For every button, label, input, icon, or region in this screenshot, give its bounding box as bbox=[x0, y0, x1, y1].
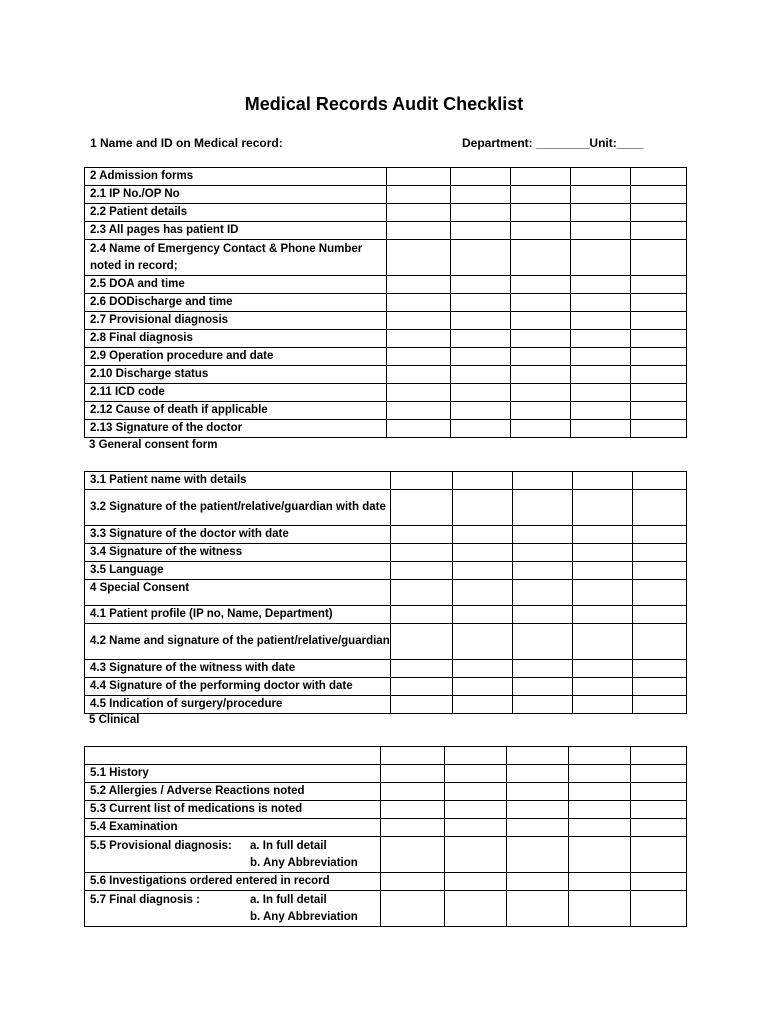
check-cell[interactable] bbox=[513, 490, 573, 526]
check-cell[interactable] bbox=[633, 562, 687, 580]
check-cell[interactable] bbox=[511, 186, 571, 204]
check-cell[interactable] bbox=[387, 384, 451, 402]
table-row bbox=[85, 544, 687, 562]
table-row bbox=[85, 222, 687, 240]
check-cell[interactable] bbox=[391, 472, 453, 490]
item-label: 5.6 Investigations ordered entered in record bbox=[85, 873, 381, 891]
check-cell[interactable] bbox=[381, 891, 445, 927]
item-label: 5.2 Allergies / Adverse Reactions noted bbox=[85, 783, 381, 801]
table-row bbox=[85, 168, 687, 186]
item-label: 3.4 Signature of the witness bbox=[85, 544, 391, 562]
table-row bbox=[85, 348, 687, 366]
check-cell[interactable] bbox=[445, 783, 507, 801]
table-row bbox=[85, 384, 687, 402]
table-row bbox=[85, 312, 687, 330]
check-cell[interactable] bbox=[571, 222, 631, 240]
check-cell[interactable] bbox=[571, 330, 631, 348]
blank-cell bbox=[85, 747, 381, 765]
check-cell[interactable] bbox=[453, 696, 513, 714]
check-cell[interactable] bbox=[631, 783, 687, 801]
check-cell[interactable] bbox=[631, 837, 687, 873]
check-cell[interactable] bbox=[511, 204, 571, 222]
check-cell[interactable] bbox=[571, 204, 631, 222]
item-label: 2.6 DODischarge and time bbox=[85, 294, 387, 312]
item-label: 5.5 Provisional diagnosis: bbox=[90, 839, 232, 852]
check-cell[interactable] bbox=[391, 490, 453, 526]
check-cell[interactable] bbox=[573, 490, 633, 526]
check-cell[interactable] bbox=[451, 240, 511, 276]
final-line-b bbox=[90, 909, 380, 926]
check-cell[interactable] bbox=[453, 544, 513, 562]
check-cell[interactable] bbox=[513, 606, 573, 624]
table-row bbox=[85, 873, 687, 891]
check-cell[interactable] bbox=[631, 873, 687, 891]
provisional-line-a bbox=[90, 838, 380, 855]
check-cell[interactable] bbox=[631, 801, 687, 819]
check-cell[interactable] bbox=[391, 544, 453, 562]
check-cell[interactable] bbox=[451, 420, 511, 438]
check-cell[interactable] bbox=[381, 747, 445, 765]
check-cell[interactable] bbox=[387, 402, 451, 420]
final-diagnosis-cell bbox=[85, 891, 381, 927]
check-cell[interactable] bbox=[451, 312, 511, 330]
item-label: 3.1 Patient name with details bbox=[85, 472, 391, 490]
check-cell[interactable] bbox=[573, 696, 633, 714]
table-row bbox=[85, 660, 687, 678]
check-cell[interactable] bbox=[513, 660, 573, 678]
check-cell[interactable] bbox=[633, 660, 687, 678]
check-cell[interactable] bbox=[453, 660, 513, 678]
check-cell[interactable] bbox=[387, 294, 451, 312]
check-cell[interactable] bbox=[633, 678, 687, 696]
table-row bbox=[85, 891, 687, 927]
check-cell[interactable] bbox=[571, 312, 631, 330]
check-cell[interactable] bbox=[387, 312, 451, 330]
check-cell[interactable] bbox=[507, 873, 569, 891]
check-cell[interactable] bbox=[445, 819, 507, 837]
table-row bbox=[85, 765, 687, 783]
check-cell[interactable] bbox=[387, 420, 451, 438]
check-cell[interactable] bbox=[387, 366, 451, 384]
check-cell[interactable] bbox=[451, 222, 511, 240]
check-cell[interactable] bbox=[511, 276, 571, 294]
check-cell[interactable] bbox=[453, 472, 513, 490]
check-cell[interactable] bbox=[387, 276, 451, 294]
item-label: 4.4 Signature of the performing doctor with date bbox=[85, 678, 391, 696]
check-cell[interactable] bbox=[391, 660, 453, 678]
table-row bbox=[85, 526, 687, 544]
clinical-table bbox=[84, 746, 687, 927]
table-row bbox=[85, 783, 687, 801]
check-cell[interactable] bbox=[511, 348, 571, 366]
check-cell[interactable] bbox=[633, 696, 687, 714]
check-cell[interactable] bbox=[453, 526, 513, 544]
table-row bbox=[85, 204, 687, 222]
check-cell[interactable] bbox=[513, 678, 573, 696]
table-row bbox=[85, 490, 687, 526]
check-cell[interactable] bbox=[511, 168, 571, 186]
check-cell[interactable] bbox=[453, 562, 513, 580]
table-row bbox=[85, 580, 687, 606]
check-cell[interactable] bbox=[511, 366, 571, 384]
item-label: 4.5 Indication of surgery/procedure bbox=[85, 696, 391, 714]
check-cell[interactable] bbox=[507, 819, 569, 837]
check-cell[interactable] bbox=[381, 765, 445, 783]
check-cell[interactable] bbox=[387, 222, 451, 240]
check-cell[interactable] bbox=[511, 312, 571, 330]
table-row bbox=[85, 240, 687, 276]
table-row bbox=[85, 606, 687, 624]
check-cell[interactable] bbox=[569, 873, 631, 891]
item-label: 2.11 ICD code bbox=[85, 384, 387, 402]
item-label: 2.3 All pages has patient ID bbox=[85, 222, 387, 240]
item-label: 4.2 Name and signature of the patient/relative/guardian bbox=[85, 624, 391, 660]
check-cell[interactable] bbox=[631, 330, 687, 348]
check-cell[interactable] bbox=[633, 606, 687, 624]
check-cell[interactable] bbox=[513, 696, 573, 714]
check-cell[interactable] bbox=[569, 783, 631, 801]
consent-forms-table bbox=[84, 471, 687, 714]
table-row bbox=[85, 294, 687, 312]
check-cell[interactable] bbox=[451, 294, 511, 312]
item-label: 4.1 Patient profile (IP no, Name, Department) bbox=[85, 606, 391, 624]
option-label: b. Any Abbreviation bbox=[250, 856, 358, 869]
check-cell[interactable] bbox=[571, 186, 631, 204]
check-cell[interactable] bbox=[391, 606, 453, 624]
check-cell[interactable] bbox=[453, 678, 513, 696]
check-cell[interactable] bbox=[391, 624, 453, 660]
option-label: b. Any Abbreviation bbox=[250, 910, 358, 923]
check-cell[interactable] bbox=[391, 696, 453, 714]
check-cell[interactable] bbox=[513, 472, 573, 490]
check-cell[interactable] bbox=[387, 330, 451, 348]
check-cell[interactable] bbox=[631, 765, 687, 783]
check-cell[interactable] bbox=[569, 747, 631, 765]
option-label: a. In full detail bbox=[250, 893, 327, 906]
check-cell[interactable] bbox=[633, 544, 687, 562]
check-cell[interactable] bbox=[631, 384, 687, 402]
item-label: 2.9 Operation procedure and date bbox=[85, 348, 387, 366]
check-cell[interactable] bbox=[387, 240, 451, 276]
check-cell[interactable] bbox=[453, 580, 513, 606]
check-cell[interactable] bbox=[631, 420, 687, 438]
check-cell[interactable] bbox=[571, 276, 631, 294]
item-label: 3.3 Signature of the doctor with date bbox=[85, 526, 391, 544]
table-row bbox=[85, 330, 687, 348]
item-label: 3.5 Language bbox=[85, 562, 391, 580]
check-cell[interactable] bbox=[511, 294, 571, 312]
table-row bbox=[85, 696, 687, 714]
item-label: 2.12 Cause of death if applicable bbox=[85, 402, 387, 420]
check-cell[interactable] bbox=[511, 402, 571, 420]
check-cell[interactable] bbox=[631, 312, 687, 330]
check-cell[interactable] bbox=[451, 276, 511, 294]
check-cell[interactable] bbox=[387, 348, 451, 366]
check-cell[interactable] bbox=[573, 526, 633, 544]
check-cell[interactable] bbox=[633, 580, 687, 606]
name-id-label: 1 Name and ID on Medical record: bbox=[90, 136, 283, 150]
check-cell[interactable] bbox=[631, 819, 687, 837]
check-cell[interactable] bbox=[631, 891, 687, 927]
section-heading: 2 Admission forms bbox=[85, 168, 387, 186]
check-cell[interactable] bbox=[631, 348, 687, 366]
check-cell[interactable] bbox=[451, 402, 511, 420]
check-cell[interactable] bbox=[569, 891, 631, 927]
check-cell[interactable] bbox=[381, 873, 445, 891]
check-cell[interactable] bbox=[573, 660, 633, 678]
check-cell[interactable] bbox=[631, 168, 687, 186]
item-label: 2.4 Name of Emergency Contact & Phone Number noted in record; bbox=[85, 240, 387, 276]
check-cell[interactable] bbox=[573, 606, 633, 624]
check-cell[interactable] bbox=[631, 366, 687, 384]
item-label: 2.1 IP No./OP No bbox=[85, 186, 387, 204]
check-cell[interactable] bbox=[511, 222, 571, 240]
check-cell[interactable] bbox=[571, 384, 631, 402]
check-cell[interactable] bbox=[513, 544, 573, 562]
check-cell[interactable] bbox=[507, 891, 569, 927]
check-cell[interactable] bbox=[445, 765, 507, 783]
section-heading: 4 Special Consent bbox=[85, 580, 391, 606]
check-cell[interactable] bbox=[633, 624, 687, 660]
check-cell[interactable] bbox=[573, 624, 633, 660]
check-cell[interactable] bbox=[511, 330, 571, 348]
check-cell[interactable] bbox=[571, 366, 631, 384]
table-row bbox=[85, 819, 687, 837]
check-cell[interactable] bbox=[631, 222, 687, 240]
check-cell[interactable] bbox=[511, 240, 571, 276]
check-cell[interactable] bbox=[511, 420, 571, 438]
admission-forms-table bbox=[84, 167, 687, 438]
check-cell[interactable] bbox=[571, 294, 631, 312]
check-cell[interactable] bbox=[631, 204, 687, 222]
table-row bbox=[85, 276, 687, 294]
check-cell[interactable] bbox=[569, 765, 631, 783]
check-cell[interactable] bbox=[453, 606, 513, 624]
item-label: 2.5 DOA and time bbox=[85, 276, 387, 294]
check-cell[interactable] bbox=[451, 330, 511, 348]
check-cell[interactable] bbox=[633, 472, 687, 490]
check-cell[interactable] bbox=[569, 801, 631, 819]
check-cell[interactable] bbox=[631, 402, 687, 420]
item-label: 5.1 History bbox=[85, 765, 381, 783]
check-cell[interactable] bbox=[445, 891, 507, 927]
check-cell[interactable] bbox=[451, 204, 511, 222]
check-cell[interactable] bbox=[631, 294, 687, 312]
check-cell[interactable] bbox=[571, 402, 631, 420]
check-cell[interactable] bbox=[507, 747, 569, 765]
section-heading: 3 General consent form bbox=[89, 439, 218, 451]
item-label: 2.8 Final diagnosis bbox=[85, 330, 387, 348]
check-cell[interactable] bbox=[381, 819, 445, 837]
check-cell[interactable] bbox=[391, 562, 453, 580]
check-cell[interactable] bbox=[631, 186, 687, 204]
check-cell[interactable] bbox=[381, 837, 445, 873]
check-cell[interactable] bbox=[451, 186, 511, 204]
check-cell[interactable] bbox=[451, 384, 511, 402]
table-row bbox=[85, 472, 687, 490]
check-cell[interactable] bbox=[571, 348, 631, 366]
table-row bbox=[85, 366, 687, 384]
check-cell[interactable] bbox=[387, 168, 451, 186]
check-cell[interactable] bbox=[507, 837, 569, 873]
item-label: 2.2 Patient details bbox=[85, 204, 387, 222]
check-cell[interactable] bbox=[513, 562, 573, 580]
check-cell[interactable] bbox=[451, 168, 511, 186]
item-label: 5.7 Final diagnosis : bbox=[90, 893, 200, 906]
check-cell[interactable] bbox=[445, 873, 507, 891]
provisional-line-b bbox=[90, 855, 380, 872]
table-row bbox=[85, 747, 687, 765]
item-label: 2.7 Provisional diagnosis bbox=[85, 312, 387, 330]
department-unit-label: Department: ________Unit:____ bbox=[462, 136, 644, 150]
check-cell[interactable] bbox=[569, 819, 631, 837]
item-label: 3.2 Signature of the patient/relative/guardian with date bbox=[85, 490, 391, 526]
check-cell[interactable] bbox=[445, 837, 507, 873]
check-cell[interactable] bbox=[571, 168, 631, 186]
table-row bbox=[85, 420, 687, 438]
check-cell[interactable] bbox=[573, 580, 633, 606]
check-cell[interactable] bbox=[511, 384, 571, 402]
check-cell[interactable] bbox=[513, 526, 573, 544]
check-cell[interactable] bbox=[571, 420, 631, 438]
check-cell[interactable] bbox=[391, 678, 453, 696]
option-label: a. In full detail bbox=[250, 839, 327, 852]
table-row bbox=[85, 678, 687, 696]
check-cell[interactable] bbox=[631, 276, 687, 294]
check-cell[interactable] bbox=[513, 624, 573, 660]
section-heading: 5 Clinical bbox=[89, 714, 140, 726]
check-cell[interactable] bbox=[507, 801, 569, 819]
table-row bbox=[85, 837, 687, 873]
check-cell[interactable] bbox=[631, 240, 687, 276]
check-cell[interactable] bbox=[571, 240, 631, 276]
provisional-diagnosis-cell bbox=[85, 837, 381, 873]
check-cell[interactable] bbox=[573, 678, 633, 696]
check-cell[interactable] bbox=[451, 366, 511, 384]
check-cell[interactable] bbox=[633, 490, 687, 526]
check-cell[interactable] bbox=[391, 580, 453, 606]
check-cell[interactable] bbox=[453, 624, 513, 660]
check-cell[interactable] bbox=[569, 837, 631, 873]
item-label: 5.4 Examination bbox=[85, 819, 381, 837]
check-cell[interactable] bbox=[387, 204, 451, 222]
check-cell[interactable] bbox=[631, 747, 687, 765]
check-cell[interactable] bbox=[391, 526, 453, 544]
check-cell[interactable] bbox=[513, 580, 573, 606]
check-cell[interactable] bbox=[381, 783, 445, 801]
item-label: 2.10 Discharge status bbox=[85, 366, 387, 384]
table-row bbox=[85, 562, 687, 580]
check-cell[interactable] bbox=[573, 562, 633, 580]
item-label: 4.3 Signature of the witness with date bbox=[85, 660, 391, 678]
check-cell[interactable] bbox=[451, 348, 511, 366]
check-cell[interactable] bbox=[445, 747, 507, 765]
check-cell[interactable] bbox=[507, 783, 569, 801]
check-cell[interactable] bbox=[573, 472, 633, 490]
table-row bbox=[85, 186, 687, 204]
table-row bbox=[85, 402, 687, 420]
page-title: Medical Records Audit Checklist bbox=[244, 94, 524, 114]
item-label: 5.3 Current list of medications is noted bbox=[85, 801, 381, 819]
check-cell[interactable] bbox=[633, 526, 687, 544]
check-cell[interactable] bbox=[381, 801, 445, 819]
check-cell[interactable] bbox=[573, 544, 633, 562]
table-row bbox=[85, 801, 687, 819]
item-label: 2.13 Signature of the doctor bbox=[85, 420, 387, 438]
check-cell[interactable] bbox=[453, 490, 513, 526]
check-cell[interactable] bbox=[387, 186, 451, 204]
check-cell[interactable] bbox=[445, 801, 507, 819]
check-cell[interactable] bbox=[507, 765, 569, 783]
table-row bbox=[85, 624, 687, 660]
final-line-a bbox=[90, 892, 380, 909]
